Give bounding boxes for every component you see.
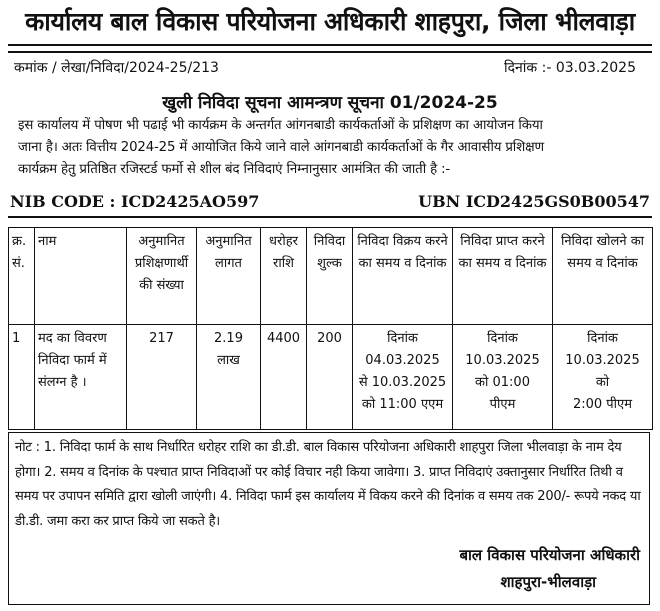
cell-name: मद का विवरण निविदा फार्म में संलग्न है ।	[35, 325, 127, 430]
reference-number: कमांक / लेखा/निविदा/2024-25/213	[14, 60, 219, 76]
intro-line: कार्यक्रम हेतु प्रतिष्ठित रजिस्टर्ड फर्मो से शील बंद निविदाएं निम्नानुसार आमंत्रित की जाती है :-	[18, 162, 451, 177]
notice-date: दिनांक :- 03.03.2025	[503, 60, 636, 76]
cost-value: 2.19	[214, 331, 243, 346]
table-header-row	[9, 228, 653, 325]
cell-sale	[353, 325, 453, 430]
cell-receive	[453, 325, 553, 430]
cell-open	[553, 325, 653, 430]
notice-subtitle: खुली निविदा सूचना आमन्त्रण सूचना 01/2024-25	[162, 93, 498, 113]
title-rule-bottom	[8, 51, 652, 53]
col-header-receive: निविदा प्राप्त करने का समय व दिनांक	[453, 228, 553, 325]
receive-line: 10.03.2025	[465, 353, 540, 368]
receive-line: पीएम	[489, 397, 516, 412]
intro-paragraph	[18, 115, 648, 181]
open-line: को	[595, 375, 610, 390]
ubn-code: UBN ICD2425GS0B00547	[418, 192, 650, 211]
col-header-sno: क्र. सं.	[9, 228, 35, 325]
receive-line: को 01:00	[475, 375, 530, 390]
sale-line: 04.03.2025	[365, 353, 440, 368]
cell-deposit: 4400	[261, 325, 307, 430]
col-header-deposit: धरोहर राशि	[261, 228, 307, 325]
col-header-name: नाम	[35, 228, 127, 325]
tender-notice	[6, 4, 654, 605]
sale-line: को 11:00 एएम	[361, 397, 444, 412]
signatory-designation: बाल विकास परियोजना अधिकारी	[459, 546, 640, 564]
nib-code: NIB CODE : ICD2425AO597	[10, 192, 260, 211]
office-title: कार्यालय बाल विकास परियोजना अधिकारी शाहपुरा, जिला भीलवाड़ा	[25, 7, 635, 36]
receive-line: दिनांक	[487, 331, 518, 346]
open-line: दिनांक	[587, 331, 618, 346]
open-line: 10.03.2025	[565, 353, 640, 368]
title-rule-top	[8, 44, 652, 46]
col-header-cost: अनुमानित लागत	[197, 228, 261, 325]
col-header-sale: निविदा विक्रय करने का समय व दिनांक	[353, 228, 453, 325]
intro-line: इस कार्यालय में पोषण भी पढाई भी कार्यक्रम के अन्तर्गत आंगनबाडी कार्यकर्ताओं के प्रशिक्षण का आयोजन किया	[18, 118, 543, 133]
col-header-fee: निविदा शुल्क	[307, 228, 353, 325]
cell-trainees: 217	[127, 325, 197, 430]
table-row	[9, 325, 653, 430]
intro-line: जाना है। अतः वित्तीय 2024-25 में आयोजित किये जाने वाले आंगनबाडी कार्यकर्ताओं के गैर आवासीय प्रशिक्षण	[18, 140, 544, 155]
cost-unit: लाख	[217, 353, 240, 368]
notes-text: नोट : 1. निविदा फार्म के साथ निर्धारित धरोहर राशि का डी.डी. बाल विकास परियोजना अधिकारी शाहपुरा जिला भीलवाड़ा के नाम देय होगा। 2. समय व दिनांक के पश्चात प्राप्त निविदाओं पर कोई विचार नही किया जावेगा। 3. प्राप्त निविदाएं उक्तानुसार निर्धारित तिथी व समय पर उपापन समिति द्वारा खोली जाएंगी। 4. निविदा फार्म इस कार्यालय में विकय करने की दिनांक व समय तक 200/- रूपये नकद या डी.डी. जमा करा कर प्राप्त किये जा सकते है।	[15, 440, 641, 529]
cell-sno: 1	[9, 325, 35, 430]
tender-table	[8, 227, 653, 430]
sale-line: से 10.03.2025	[358, 375, 447, 390]
open-line: 2:00 पीएम	[572, 397, 633, 412]
codes-rule	[8, 216, 652, 218]
signatory-place: शाहपुरा-भीलवाड़ा	[500, 573, 596, 591]
cell-cost	[197, 325, 261, 430]
col-header-trainees: अनुमानित प्रशिक्षणार्थी की संख्या	[127, 228, 197, 325]
col-header-open: निविदा खोलने का समय व दिनांक	[553, 228, 653, 325]
sale-line: दिनांक	[387, 331, 418, 346]
cell-fee: 200	[307, 325, 353, 430]
